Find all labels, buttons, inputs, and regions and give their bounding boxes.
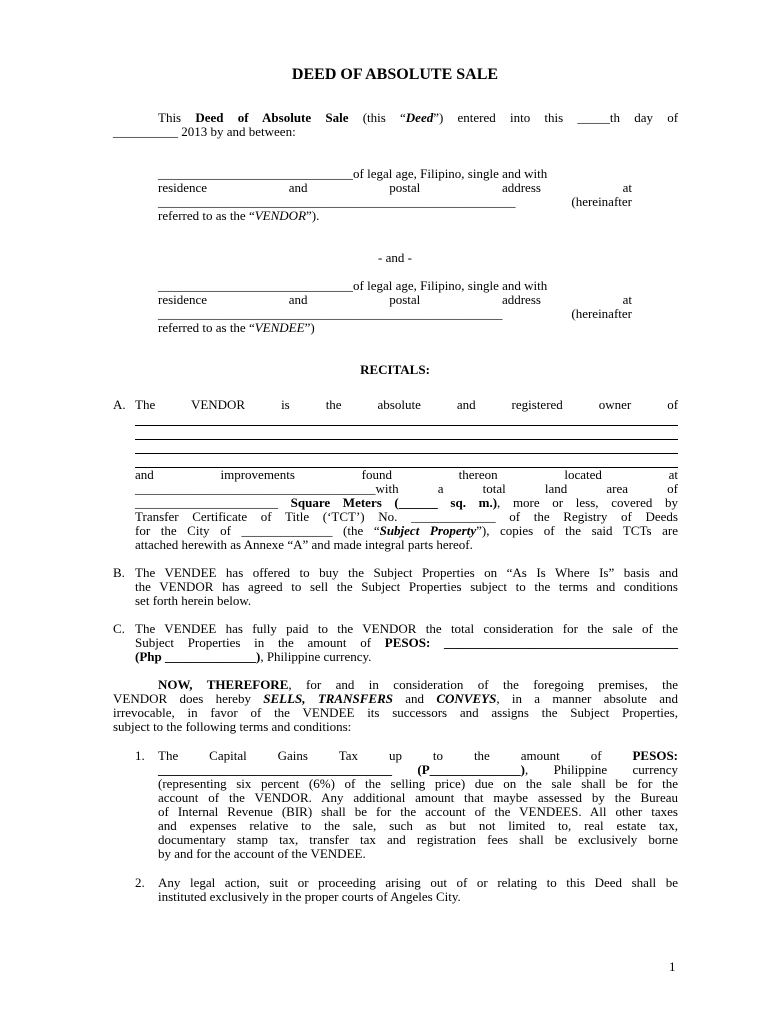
property-blank-line-2 xyxy=(135,426,678,440)
vendee-line-1: ______________________________of legal age, Filipino, single and with xyxy=(158,278,548,293)
vendor-line-4: referred to as the “VENDOR”). xyxy=(158,208,320,223)
recital-a-line-10: for the City of ______________ (the “Subject Property”), copies of the said TCTs are xyxy=(135,523,678,538)
vendee-party-block xyxy=(158,279,632,335)
vendor-line-1: ______________________________of legal age, Filipino, single and with xyxy=(158,166,548,181)
recital-b: The VENDEE has offered to buy the Subject Properties on “As Is Where Is” basis and the VENDOR has agreed to sell the Subject Properties subject to the terms and conditions set forth herein below. xyxy=(135,565,678,608)
recital-a-line-8: ______________________ Square Meters (______ sq. m.), more or less, covered by xyxy=(135,495,678,510)
term-2: Any legal action, suit or proceeding arising out of or relating to this Deed shall be instituted exclusively in the proper courts of Angeles City. xyxy=(158,875,678,904)
now-therefore-paragraph: NOW, THEREFORE, for and in consideration of the foregoing premises, the VENDOR does hereby SELLS, TRANSFERS and CONVEYS, in a manner absolute and irrevocable, in favor of the VENDEE its successors and assigns the Subject Properties, subject to the following terms and conditions: xyxy=(113,677,678,734)
recitals-heading: RECITALS: xyxy=(360,362,430,377)
term-1: The Capital Gains Tax up to the amount of PESOS: ____________________________________ (P______________), Philippine currency (representing six percent (6%) of the selling price) due on the sale shall be for the account of the VENDOR. Any additional amount that maybe assessed by the Bureau of Internal Revenue (BIR) shall be for the account of the VENDEES. All other taxes and expenses relative to the sale, such as but not limited to, real estate tax, documentary stamp tax, transfer tax and registration fees shall be exclusively borne by and for the account of the VENDEE. xyxy=(158,748,678,861)
vendor-line-2: residence and postal address at xyxy=(158,180,633,195)
page-number: 1 xyxy=(669,959,676,974)
recital-c: The VENDEE has fully paid to the VENDOR the total consideration for the sale of the Subject Properties in the amount of PESOS: ____________________________________ (Php ______________), Philippine currency. xyxy=(135,621,679,664)
recital-a xyxy=(135,398,678,552)
recital-b-marker: B. xyxy=(113,565,125,580)
recital-a-line-1: The VENDOR is the absolute and registered owner of xyxy=(135,397,679,412)
recital-c-marker: C. xyxy=(113,621,125,636)
recital-a-line-9: Transfer Certificate of Title (‘TCT’) No. _____________ of the Registry of Deeds xyxy=(135,509,678,524)
property-blank-line-3 xyxy=(135,440,678,454)
term-1-marker: 1. xyxy=(135,748,145,763)
and-separator: - and - xyxy=(378,250,412,265)
recital-a-line-7: _____________________________________with a total land area of xyxy=(135,481,678,496)
vendee-line-2: residence and postal address at xyxy=(158,292,633,307)
vendee-line-3: _____________________________________________________ (hereinafter xyxy=(158,306,632,321)
vendee-line-4: referred to as the “VENDEE”) xyxy=(158,320,315,335)
recital-a-marker: A. xyxy=(113,397,126,412)
property-blank-line-1 xyxy=(135,412,678,426)
document-title: DEED OF ABSOLUTE SALE xyxy=(291,66,499,83)
intro-line-2: __________ 2013 by and between: xyxy=(113,124,296,139)
vendor-line-3: _______________________________________________________ (hereinafter xyxy=(158,194,632,209)
property-blank-line-4 xyxy=(135,454,678,468)
term-2-marker: 2. xyxy=(135,875,145,890)
recital-a-line-11: attached herewith as Annexe “A” and made integral parts hereof. xyxy=(135,537,473,552)
intro-line-1: This Deed of Absolute Sale (this “Deed”) entered into this _____th day of xyxy=(158,110,679,125)
recital-a-line-6: and improvements found thereon located at xyxy=(135,467,679,482)
vendor-party-block xyxy=(158,167,632,223)
